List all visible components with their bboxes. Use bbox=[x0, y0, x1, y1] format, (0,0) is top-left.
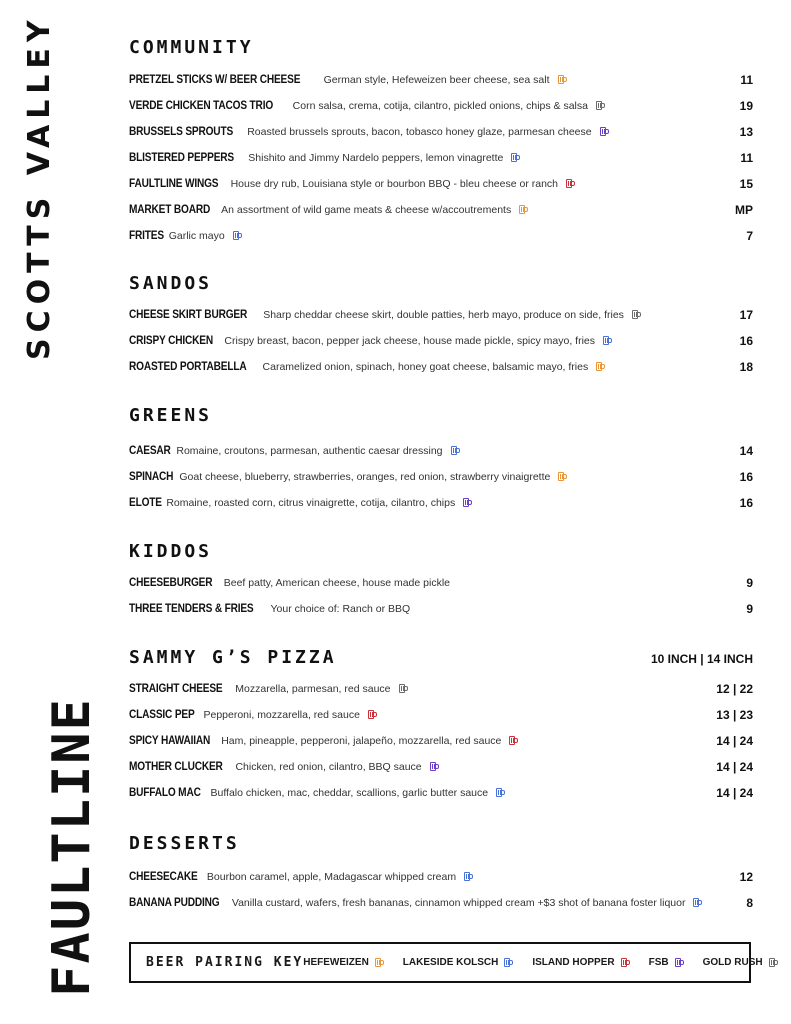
menu-item-price: 11 bbox=[740, 73, 753, 87]
menu-item-description: Pepperoni, mozzarella, red sauce bbox=[203, 709, 360, 721]
menu-item-price: 14 bbox=[739, 444, 753, 458]
section-title-pizza: SAMMY G’S PIZZA bbox=[129, 647, 337, 668]
menu-item-price: 14 | 24 bbox=[716, 760, 753, 774]
beer-mug-icon bbox=[558, 472, 568, 482]
menu-item bbox=[129, 732, 753, 750]
menu-item-price: 19 bbox=[739, 99, 753, 113]
key-item bbox=[703, 957, 779, 968]
section-title-community: COMMUNITY bbox=[129, 37, 254, 58]
key-item bbox=[303, 957, 385, 968]
beer-mug-icon bbox=[504, 958, 514, 968]
menu-item-price: 14 | 24 bbox=[716, 734, 753, 748]
menu-item-price: 12 bbox=[739, 870, 753, 884]
menu-item bbox=[129, 123, 753, 141]
menu-item-price: 7 bbox=[746, 229, 753, 243]
pizza-size-header: 10 INCH | 14 INCH bbox=[650, 652, 753, 666]
menu-item-description: Romaine, roasted corn, citrus vinaigrette, cotija, cilantro, chips bbox=[166, 497, 456, 509]
menu-item-price: 9 bbox=[746, 602, 753, 616]
beer-mug-icon bbox=[769, 958, 779, 968]
menu-item-price: MP bbox=[735, 203, 753, 217]
beer-mug-icon bbox=[375, 958, 385, 968]
key-item-label: ISLAND HOPPER bbox=[532, 957, 615, 968]
menu-item-name: VERDE CHICKEN TACOS TRIO bbox=[129, 100, 274, 112]
menu-item-name: CHEESECAKE bbox=[129, 871, 198, 883]
menu-item-price: 9 bbox=[746, 576, 753, 590]
menu-item bbox=[129, 494, 753, 512]
menu-item-description: Roasted brussels sprouts, bacon, tobasco honey glaze, parmesan cheese bbox=[247, 126, 592, 138]
menu-item-price: 14 | 24 bbox=[716, 786, 753, 800]
menu-item-name: CHEESEBURGER bbox=[129, 577, 213, 589]
menu-item bbox=[129, 201, 753, 219]
menu-item bbox=[129, 149, 753, 167]
menu-item-description: Shishito and Jimmy Nardelo peppers, lemon vinagrette bbox=[248, 152, 504, 164]
key-item-label: GOLD RUSH bbox=[702, 957, 763, 968]
menu-item-description: Beef patty, American cheese, house made pickle bbox=[223, 577, 451, 589]
beer-mug-icon bbox=[511, 153, 521, 163]
menu-item-name: MOTHER CLUCKER bbox=[129, 761, 223, 773]
beer-mug-icon bbox=[632, 310, 642, 320]
menu-item-description: An assortment of wild game meats & cheese w/accoutrements bbox=[221, 204, 512, 216]
menu-item-name: SPICY HAWAIIAN bbox=[129, 735, 211, 747]
beer-mug-icon bbox=[558, 75, 568, 85]
menu-item bbox=[129, 332, 753, 350]
beer-mug-icon bbox=[621, 958, 631, 968]
beer-mug-icon bbox=[451, 446, 461, 456]
menu-item-name: CAESAR bbox=[129, 445, 171, 457]
menu-item-price: 12 | 22 bbox=[716, 682, 753, 696]
menu-item-price: 15 bbox=[739, 177, 753, 191]
menu-item-price: 11 bbox=[740, 151, 753, 165]
location-vertical-title: SCOTTS VALLEY bbox=[22, 14, 57, 360]
faultline-logo: FAULTLINE bbox=[42, 697, 102, 997]
beer-pairing-key bbox=[129, 942, 763, 983]
key-item-label: FSB bbox=[648, 957, 669, 968]
menu-item-description: Goat cheese, blueberry, strawberries, oranges, red onion, strawberry vinaigrette bbox=[179, 471, 551, 483]
menu-item-description: Chicken, red onion, cilantro, BBQ sauce bbox=[235, 761, 422, 773]
menu-item-price: 16 bbox=[739, 334, 753, 348]
beer-mug-icon bbox=[693, 898, 703, 908]
menu-item-name: STRAIGHT CHEESE bbox=[129, 683, 223, 695]
menu-item-description: House dry rub, Louisiana style or bourbon BBQ - bleu cheese or ranch bbox=[230, 178, 558, 190]
beer-mug-icon bbox=[600, 127, 610, 137]
menu-item-price: 17 bbox=[739, 308, 753, 322]
menu-item bbox=[129, 468, 753, 486]
beer-mug-icon bbox=[464, 872, 474, 882]
menu-item-price: 16 bbox=[739, 470, 753, 484]
menu-item-description: German style, Hefeweizen beer cheese, sea salt bbox=[323, 74, 550, 86]
menu-item-description: Mozzarella, parmesan, red sauce bbox=[235, 683, 391, 695]
beer-mug-icon bbox=[496, 788, 506, 798]
menu-item-description: Vanilla custard, wafers, fresh bananas, cinnamon whipped cream +$3 shot of banana foster liquor bbox=[231, 897, 686, 909]
menu-item-name: CLASSIC PEP bbox=[129, 709, 195, 721]
menu-item-description: Buffalo chicken, mac, cheddar, scallions, garlic butter sauce bbox=[210, 787, 489, 799]
menu-item bbox=[129, 784, 753, 802]
beer-mug-icon bbox=[509, 736, 519, 746]
beer-mug-icon bbox=[399, 684, 409, 694]
menu-item-name: THREE TENDERS & FRIES bbox=[129, 603, 254, 615]
menu-item-description: Ham, pineapple, pepperoni, jalapeño, mozzarella, red sauce bbox=[221, 735, 502, 747]
menu-item-name: BUFFALO MAC bbox=[129, 787, 201, 799]
menu-item bbox=[129, 706, 753, 724]
beer-mug-icon bbox=[368, 710, 378, 720]
menu-item-price: 8 bbox=[746, 896, 753, 910]
key-items bbox=[303, 957, 778, 968]
section-title-sandos: SANDOS bbox=[129, 273, 213, 294]
menu-item-description: Your choice of: Ranch or BBQ bbox=[270, 603, 411, 615]
key-item-label: HEFEWEIZEN bbox=[303, 957, 369, 968]
key-item bbox=[532, 957, 630, 968]
section-title-kiddos: KIDDOS bbox=[129, 541, 213, 562]
key-item bbox=[649, 957, 685, 968]
beer-mug-icon bbox=[603, 336, 613, 346]
beer-mug-icon bbox=[566, 179, 576, 189]
menu-item bbox=[129, 227, 753, 245]
menu-item-name: MARKET BOARD bbox=[129, 204, 211, 216]
menu-item bbox=[129, 71, 753, 89]
beer-mug-icon bbox=[596, 101, 606, 111]
menu-item-description: Sharp cheddar cheese skirt, double patties, herb mayo, produce on side, fries bbox=[263, 309, 624, 321]
menu-item bbox=[129, 97, 753, 115]
beer-mug-icon bbox=[596, 362, 606, 372]
beer-mug-icon bbox=[233, 231, 243, 241]
menu-item-name: BRUSSELS SPROUTS bbox=[129, 126, 234, 138]
menu-item-description: Crispy breast, bacon, pepper jack cheese, house made pickle, spicy mayo, fries bbox=[224, 335, 596, 347]
menu-item-name: ELOTE bbox=[129, 497, 162, 509]
menu-item-price: 13 | 23 bbox=[716, 708, 753, 722]
key-title: BEER PAIRING KEY bbox=[146, 955, 304, 970]
menu-item bbox=[129, 680, 753, 698]
menu-item-description: Romaine, croutons, parmesan, authentic caesar dressing bbox=[176, 445, 443, 457]
beer-mug-icon bbox=[430, 762, 440, 772]
menu-item-description: Bourbon caramel, apple, Madagascar whipped cream bbox=[206, 871, 457, 883]
menu-item-price: 18 bbox=[739, 360, 753, 374]
menu-item bbox=[129, 442, 753, 460]
menu-item-name: BLISTERED PEPPERS bbox=[129, 152, 234, 164]
menu-item bbox=[129, 868, 753, 886]
section-title-desserts: DESSERTS bbox=[129, 833, 240, 854]
menu-item-description: Corn salsa, crema, cotija, cilantro, pickled onions, chips & salsa bbox=[292, 100, 588, 112]
menu-item-name: FRITES bbox=[129, 230, 164, 242]
menu-item-name: CRISPY CHICKEN bbox=[129, 335, 213, 347]
menu-item-name: FAULTLINE WINGS bbox=[129, 178, 219, 190]
section-title-greens: GREENS bbox=[129, 405, 213, 426]
menu-item bbox=[129, 306, 753, 324]
menu-item-name: BANANA PUDDING bbox=[129, 897, 220, 909]
menu-item bbox=[129, 758, 753, 776]
menu-item-description: Garlic mayo bbox=[168, 230, 225, 242]
menu-item-price: 13 bbox=[739, 125, 753, 139]
key-item-label: LAKESIDE KOLSCH bbox=[402, 957, 499, 968]
menu-item-name: PRETZEL STICKS W/ BEER CHEESE bbox=[129, 74, 301, 86]
menu-item-name: ROASTED PORTABELLA bbox=[129, 361, 247, 373]
key-item bbox=[403, 957, 515, 968]
menu-item-name: CHEESE SKIRT BURGER bbox=[129, 309, 248, 321]
menu-item bbox=[129, 574, 753, 592]
menu-item bbox=[129, 175, 753, 193]
menu-item-price: 16 bbox=[739, 496, 753, 510]
menu-item bbox=[129, 600, 753, 618]
menu-item bbox=[129, 894, 753, 912]
menu-item-name: SPINACH bbox=[129, 471, 174, 483]
beer-mug-icon bbox=[519, 205, 529, 215]
beer-mug-icon bbox=[675, 958, 685, 968]
menu-item bbox=[129, 358, 753, 376]
beer-mug-icon bbox=[463, 498, 473, 508]
menu-item-description: Caramelized onion, spinach, honey goat cheese, balsamic mayo, fries bbox=[262, 361, 589, 373]
